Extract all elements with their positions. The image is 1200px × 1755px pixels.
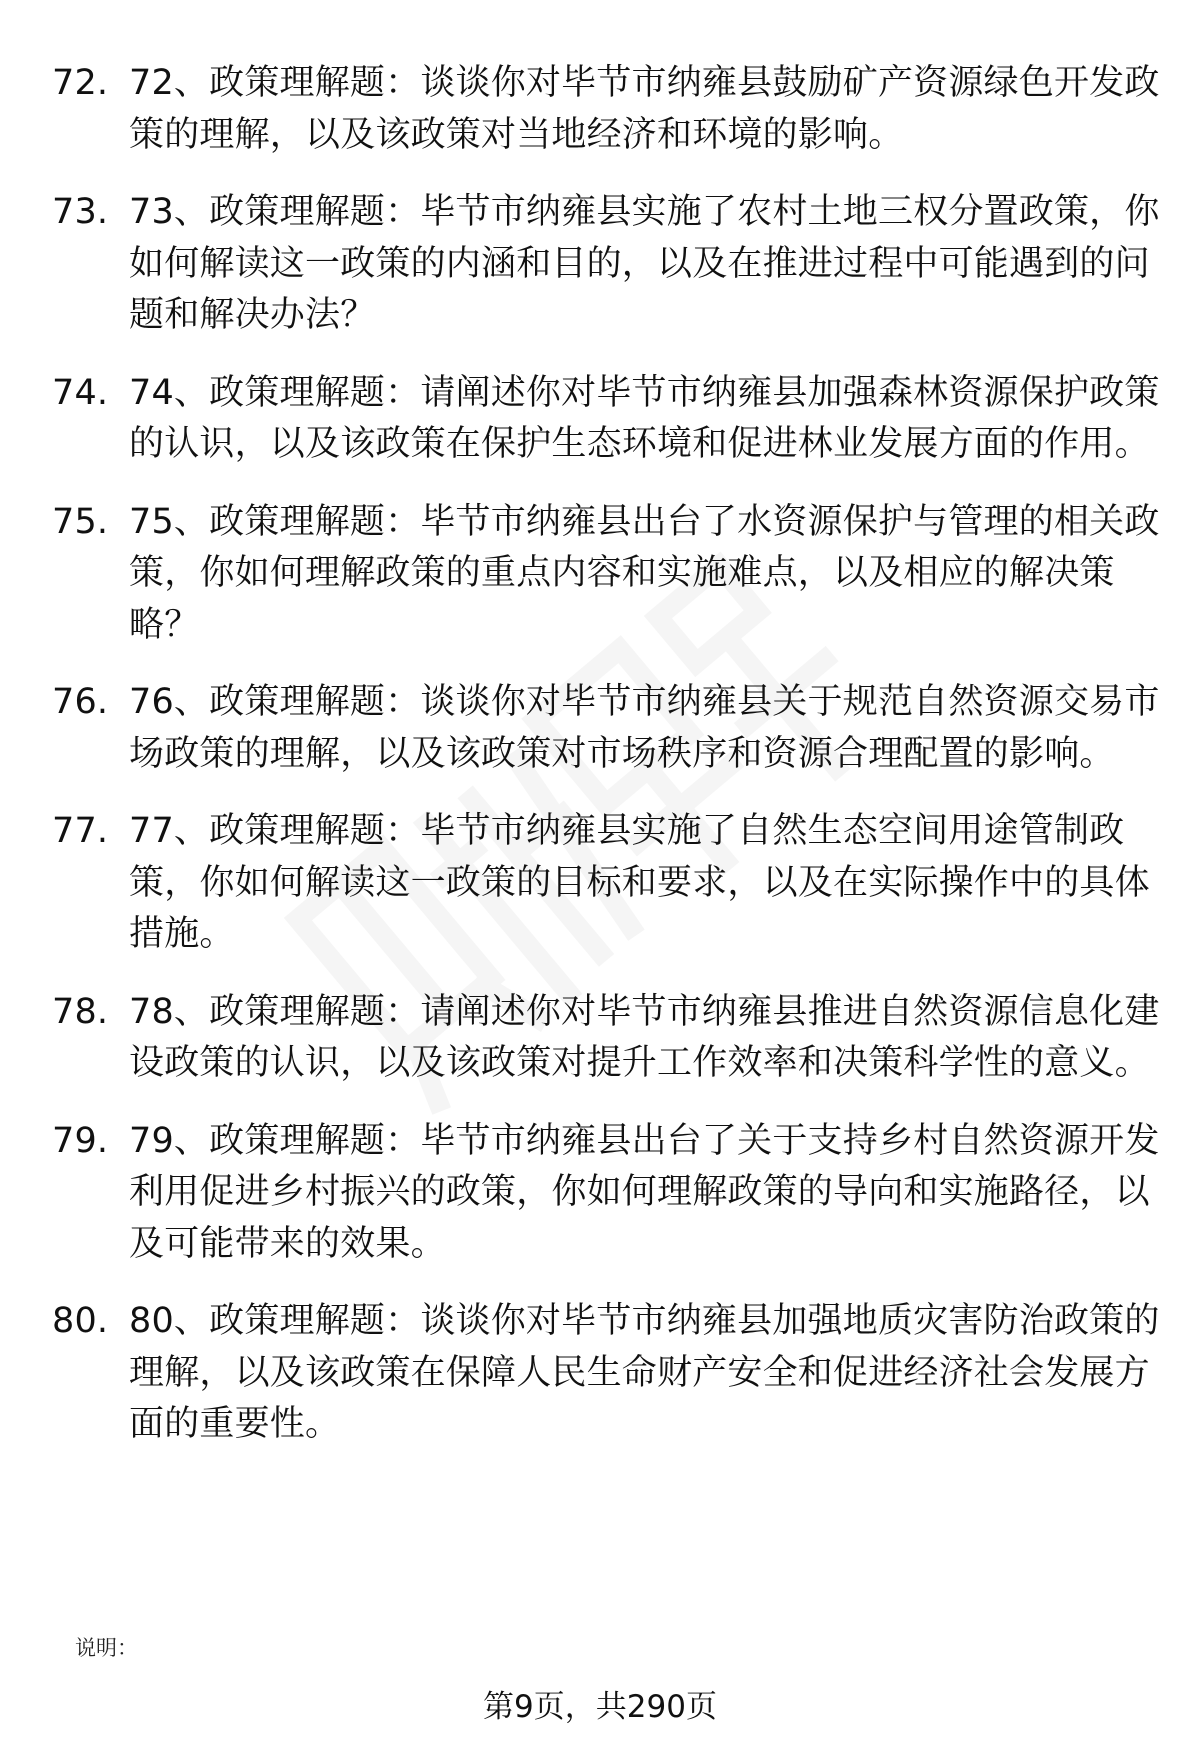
question-text: 72、政策理解题：谈谈你对毕节市纳雍县鼓励矿产资源绿色开发政策的理解，以及该政策对当地经济和环境的影响。	[129, 63, 1160, 155]
question-text: 80、政策理解题：谈谈你对毕节市纳雍县加强地质灾害防治政策的理解，以及该政策在保障人民生命财产安全和促进经济社会发展方面的重要性。	[129, 1301, 1160, 1444]
page-footer: 第9页，共290页	[483, 1689, 717, 1725]
question-number: 75.	[52, 501, 109, 542]
question-item	[0, 1116, 1200, 1271]
question-item	[0, 497, 1200, 652]
question-number: 73.	[52, 192, 109, 232]
question-number: 79.	[52, 1120, 109, 1161]
question-number: 76.	[52, 682, 109, 722]
note-label: 说明：	[75, 1636, 138, 1660]
question-text: 76、政策理解题：谈谈你对毕节市纳雍县关于规范自然资源交易市场政策的理解，以及该政策对市场秩序和资源合理配置的影响。	[129, 682, 1160, 774]
question-text: 74、政策理解题：请阐述你对毕节市纳雍县加强森林资源保护政策的认识，以及该政策在保护生态环境和促进林业发展方面的作用。	[129, 372, 1160, 464]
question-item	[0, 58, 1200, 161]
question-item	[0, 1296, 1200, 1451]
question-item	[0, 187, 1200, 342]
question-text: 79、政策理解题：毕节市纳雍县出台了关于支持乡村自然资源开发利用促进乡村振兴的政策，你如何理解政策的导向和实施路径，以及可能带来的效果。	[129, 1120, 1160, 1264]
question-item	[0, 368, 1200, 471]
question-text: 75、政策理解题：毕节市纳雍县出台了水资源保护与管理的相关政策，你如何理解政策的重点内容和实施难点，以及相应的解决策略？	[129, 501, 1160, 645]
question-item	[0, 677, 1200, 780]
question-text: 78、政策理解题：请阐述你对毕节市纳雍县推进自然资源信息化建设政策的认识，以及该政策对提升工作效率和决策科学性的意义。	[129, 991, 1160, 1083]
question-item	[0, 806, 1200, 961]
question-text: 73、政策理解题：毕节市纳雍县实施了农村土地三权分置政策，你如何解读这一政策的内涵和目的，以及在推进过程中可能遇到的问题和解决办法？	[129, 192, 1160, 335]
question-number: 80.	[52, 1301, 109, 1341]
question-number: 77.	[52, 811, 109, 851]
question-list	[0, 58, 1200, 1477]
question-text: 77、政策理解题：毕节市纳雍县实施了自然生态空间用途管制政策，你如何解读这一政策的目标和要求，以及在实际操作中的具体措施。	[129, 811, 1150, 954]
question-item	[0, 987, 1200, 1090]
question-number: 78.	[52, 991, 109, 1032]
question-number: 74.	[52, 372, 109, 413]
question-number: 72.	[52, 63, 109, 103]
